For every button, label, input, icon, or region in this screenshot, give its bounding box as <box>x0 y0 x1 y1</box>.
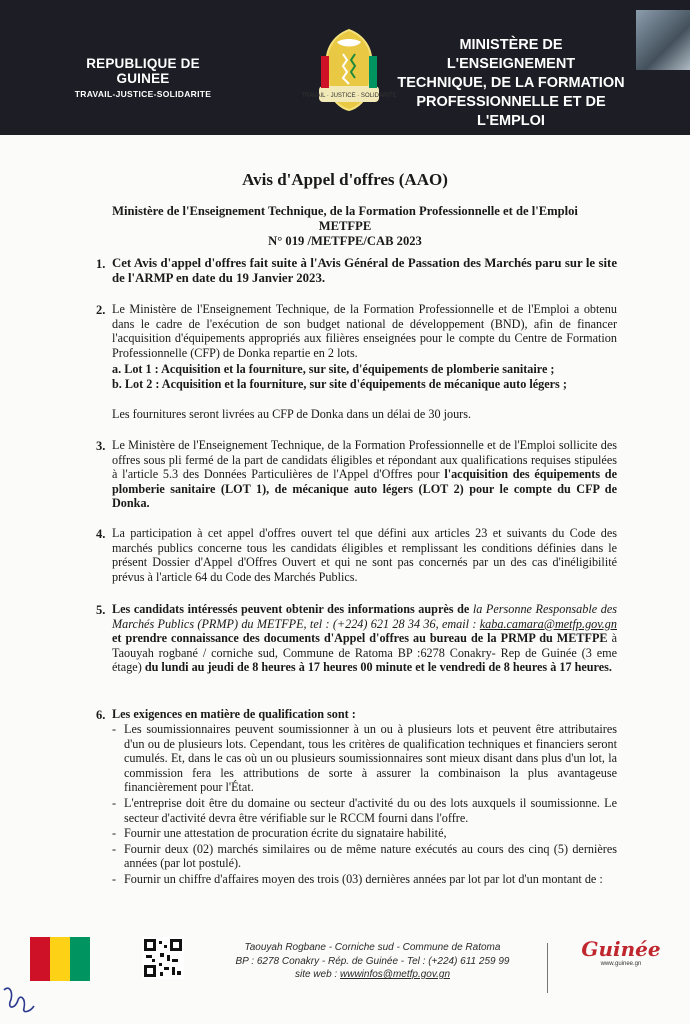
section-5-text <box>112 602 617 675</box>
section-number: 5. <box>96 603 106 617</box>
section-5-t3: et prendre connaissance des documents d'Appel d'offres au bureau de la PRMP du METFPE <box>112 631 608 646</box>
qr-code-icon <box>142 937 184 979</box>
section-5-t1: Les candidats intéressés peuvent obtenir des informations auprès de <box>112 602 473 616</box>
subtitle-acronym: METFPE <box>318 219 372 233</box>
footer-line: BP : 6278 Conakry - Rép. de Guinée - Tel : (+224) 611 259 99 <box>235 955 510 967</box>
list-item: - Fournir deux (02) marchés similaires ou de même nature exécutés au cours des cinq (5) dernières années (par lot postulé). <box>112 842 617 871</box>
handwritten-initials-mark <box>0 980 40 1020</box>
document-title: Avis d'Appel d'offres (AAO) <box>242 170 448 189</box>
header-band <box>0 0 690 135</box>
footer-divider <box>547 943 548 993</box>
lot-2-item: b. Lot 2 : Acquisition et la fourniture, sur site d'équipements de mécanique auto légers ; <box>112 377 567 391</box>
ministry-line: PROFESSIONNELLE ET DE L'EMPLOI <box>416 94 606 129</box>
qualification-list <box>112 722 617 888</box>
section-1-text: Cet Avis d'appel d'offres fait suite à l'Avis Général de Passation des Marchés paru sur le site de l'ARMP en date du 19 Janvier 2023. <box>112 256 617 285</box>
subtitle-reference: N° 019 /METFPE/CAB 2023 <box>268 234 422 248</box>
list-item: - L'entreprise doit être du domaine ou secteur d'activité du ou des lots auxquels il soumissionne. Le secteur d'activité devra être vérifiable sur le RCCM fourni dans l'offre. <box>112 796 617 825</box>
guinee-brand-logo <box>576 937 666 985</box>
section-number: 6. <box>96 708 106 722</box>
list-item: - Fournir un chiffre d'affaires moyen des trois (03) dernières années par lot par lot d'un montant de : <box>112 872 617 887</box>
section-4-text: La participation à cet appel d'offres ouvert tel que défini aux articles 23 et suivants du Code des marchés publics concerne tous les candidats éligibles et remplissant les conditions définies dans le présent Dossier d'Appel d'Offres Ouvert et qui ne sont pas concernés par un des cas d'inéligibilité prévus à l'article 64 du Code des Marchés Publics. <box>112 526 617 584</box>
footer-line <box>205 968 540 982</box>
section-number: 1. <box>96 257 106 271</box>
emblem-ribbon-text: TRAVAIL · JUSTICE · SOLIDARITE <box>301 93 397 99</box>
ministry-line: MINISTÈRE DE L'ENSEIGNEMENT <box>446 37 576 72</box>
guinea-flag-icon <box>30 937 90 981</box>
coat-of-arms-emblem <box>301 26 397 124</box>
section-5-t4: à Taouyah rogbané / corniche sud, Commune de Ratoma BP :6278 Conakry- Rep de Guinée (3 eme étage) <box>112 631 617 675</box>
section-5-t2: la Personne Responsable des Marchés Publics (PRMP) du METFPE, tel : (+224) 621 28 34 36, email : <box>112 602 617 631</box>
website-label: site web : <box>294 969 340 980</box>
footer-address <box>205 941 540 982</box>
section-2-text: Le Ministère de l'Enseignement Technique, de la Formation Professionnelle et de l'Emploi a obtenu dans le cadre de l'exécution de son budget national de développement (BND), afin de financer l'acquisition d'équipements appropriés aux filières enseignées pour le compte du Centre de Formation Professionnelle (CFP) de Donka repartie en 2 lots. <box>112 302 617 360</box>
footer-line: Taouyah Rogbane - Corniche sud - Commune de Ratoma <box>244 942 501 953</box>
country-name: REPUBLIQUE DE GUINEE <box>86 56 200 86</box>
country-motto: TRAVAIL-JUSTICE-SOLIDARITE <box>74 89 212 99</box>
corner-photo <box>636 10 690 70</box>
list-item: - Fournir une attestation de procuration écrite du signataire habilité, <box>112 826 617 841</box>
section-5-t5: du lundi au jeudi de 8 heures à 17 heures 00 minute et le vendredi de 8 heures à 17 heures. <box>144 660 612 675</box>
website-link[interactable]: wwwinfos@metfp.gov.gn <box>340 969 451 980</box>
section-6-heading: Les exigences en matière de qualification sont : <box>112 707 356 721</box>
brand-word: Guinée <box>581 937 661 961</box>
section-number: 4. <box>96 527 106 541</box>
subtitle-ministry: Ministère de l'Enseignement Technique, de la Formation Professionnelle et de l'Emploi <box>112 204 578 218</box>
ministry-line: TECHNIQUE, DE LA FORMATION <box>397 75 625 91</box>
delivery-note: Les fournitures seront livrées au CFP de Donka dans un délai de 30 jours. <box>112 407 472 421</box>
brand-site: www.guinee.gn <box>600 961 642 967</box>
ministry-block <box>396 36 626 131</box>
prmp-email-link[interactable]: kaba.camara@metfp.gov.gn <box>479 616 617 631</box>
country-block <box>58 56 228 99</box>
page-footer <box>0 925 690 1024</box>
section-3-text-b: l'acquisition des équipements de plomberie sanitaire (LOT 1), de mécanique auto légers (LOT 2) pour le compte du CFP de Donka. <box>112 467 617 511</box>
section-number: 3. <box>96 439 106 453</box>
list-item: - Les soumissionnaires peuvent soumissionner à un ou à plusieurs lots et peuvent être attributaires d'un ou de plusieurs lots. Cependant, tous les critères de qualification techniques et financiers seront cumulés. Et, dans le cas où un ou plusieurs soumissionnaires sont mieux disant dans plus d'un lot, la commission fera les attributions de sorte à assurer la combinaison la plus avantageuse financièrement pour l'État. <box>112 722 617 795</box>
section-number: 2. <box>96 303 106 317</box>
section-3-text <box>112 438 617 511</box>
lot-1-item: a. Lot 1 : Acquisition et la fourniture, sur site, d'équipements de plomberie sanitaire ; <box>112 362 555 376</box>
section-3-text-a: Le Ministère de l'Enseignement Technique, de la Formation Professionnelle et de l'Emploi sollicite des offres sous pli fermé de la part de candidats éligibles et répondant aux qualifications requises stipulées à l'article 5.3 des Données Particulières de l'Appel d'Offres pour <box>112 438 617 482</box>
